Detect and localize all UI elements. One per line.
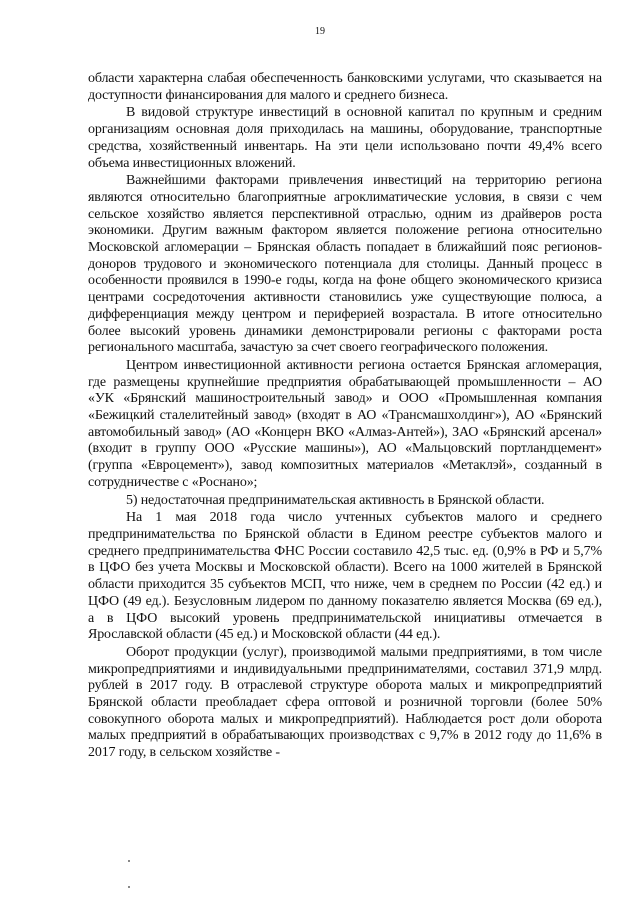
paragraph-sme-count: На 1 мая 2018 года число учтенных субъектов малого и среднего предпринимательства по Брянской области в Едином реестре субъектов малого и среднего предпринимательства ФНС России составило 42,5 тыс. ед. (0,9% в РФ и 5,7% в ЦФО без учета Москвы и Московской области). Всего на 1000 жителей в Брянской области приходится 35 субъектов МСП, что ниже, чем в среднем по России (42 ед.) и ЦФО (49 ед.). Безусловным лидером по данному показателю является Москва (69 ед.), а в ЦФО высокий уровень предпринимательской инициативы отмечается в Ярославской области (45 ед.) и Московской области (44 ед.). — [88, 510, 602, 643]
paragraph-entrepreneurial-activity: 5) недостаточная предпринимательская активность в Брянской области. — [126, 492, 545, 508]
paragraph-investment-structure: В видовой структуре инвестиций в основной капитал по крупным и средним организациям основная доля приходилась на машины, оборудование, транспортные средства, хозяйственный инвентарь. На эти цели использовано почти 49,4% всего объема инвестиционных вложений. — [88, 105, 602, 171]
page-number: 19 — [315, 26, 325, 37]
paragraph-investment-factors: Важнейшими факторами привлечения инвестиций на территорию региона являются относительно благоприятные агроклиматические условия, в связи с чем сельское хозяйство является перспективной отраслью, одним из драйверов роста экономики. Другим важным фактором является положение региона относительно Московской агломерации – Брянская область попадает в ближайший пояс регионов-доноров трудового и экономического потенциала для столицы. Данный процесс в особенности проявился в 1990-е годы, когда на фоне общего экономического кризиса центрами сосредоточения активности становились уже существующие полюса, а дифференциация между центром и периферией возрастала. В итоге относительно более высокий уровень динамики демонстрировали регионы с факторами роста регионального масштаба, зачастую за счет своего географического положения. — [88, 173, 602, 356]
scan-dot-mark — [128, 886, 130, 888]
document-body — [88, 71, 602, 763]
paragraph-bryansk-agglomeration: Центром инвестиционной активности региона остается Брянская агломерация, где размещены крупнейшие предприятия обрабатывающей промышленности – АО «УК «Брянский машиностроительный завод» и ООО «Промышленная компания «Бежицкий сталелитейный завод» (входят в АО «Трансмашхолдинг»), АО «Брянский автомобильный завод» (АО «Концерн ВКО «Алмаз-Антей»), ЗАО «Брянский арсенал» (входит в группу ООО «Русские машины»), АО «Мальцовский портландцемент» (группа «Евроцемент»), завод композитных материалов «Метаклэй», созданный в сотрудничестве с «Роснано»; — [88, 357, 602, 490]
paragraph-small-business-turnover: Оборот продукции (услуг), производимой малыми предприятиями, в том числе микропредприятиями и индивидуальными предпринимателями, составил 371,9 млрд. рублей в 2017 году. В отраслевой структуре оборота малых и микропредприятий Брянской области преобладает сфера оптовой и розничной торговли (более 50% совокупного оборота малых и микропредприятий). Наблюдается рост доли оборота малых предприятий в обрабатывающих производствах с 9,7% в 2012 году до 11,6% в 2017 году, в сельском хозяйстве - — [88, 644, 602, 761]
paragraph-banking-continuation: области характерна слабая обеспеченность банковскими услугами, что сказывается на доступности финансирования для малого и среднего бизнеса. — [88, 71, 602, 103]
scan-dot-mark — [128, 860, 130, 862]
